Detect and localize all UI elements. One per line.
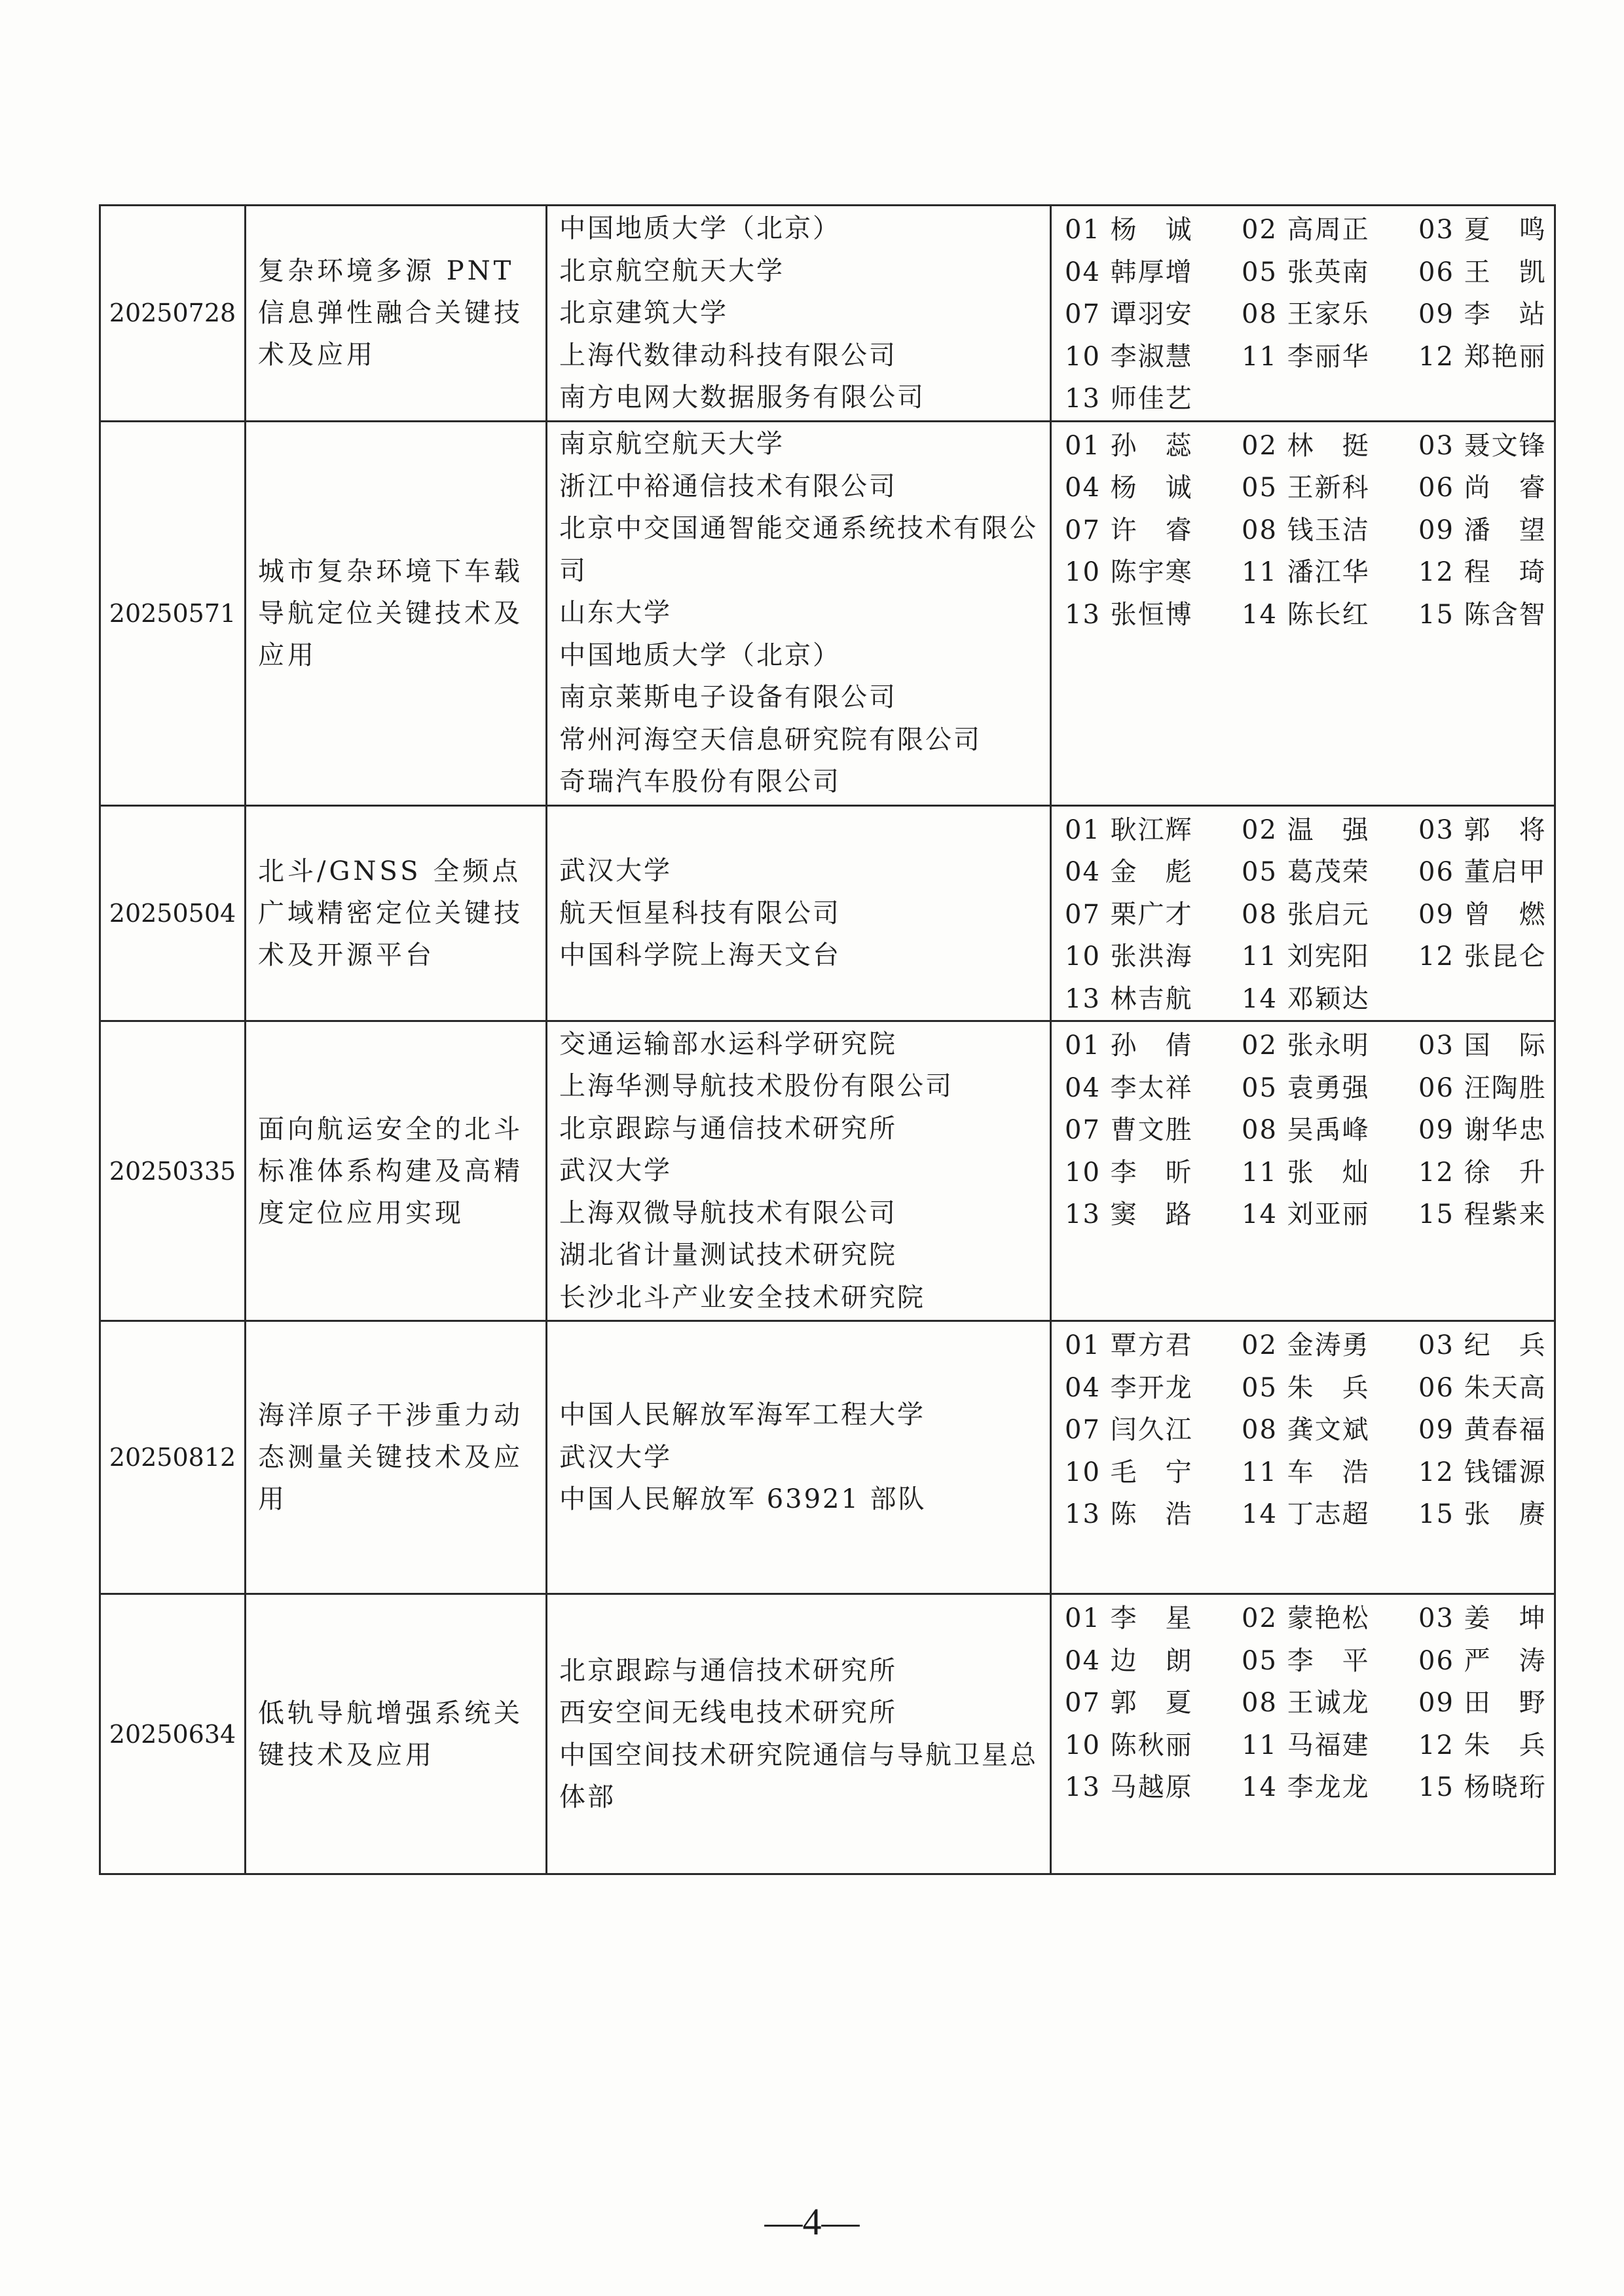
organization: 湖北省计量测试技术研究院 bbox=[559, 1240, 897, 1271]
member-name: 09 谢华忠 bbox=[1418, 1115, 1547, 1145]
project-id: 20250504 bbox=[100, 805, 246, 1021]
member-name: 10 毛 宁 bbox=[1065, 1457, 1193, 1487]
member-name: 08 王家乐 bbox=[1242, 299, 1370, 329]
member-name: 03 国 际 bbox=[1418, 1030, 1547, 1061]
member-name: 12 张昆仑 bbox=[1418, 941, 1547, 972]
organization: 中国人民解放军海军工程大学 bbox=[559, 1400, 925, 1430]
member-name: 04 韩厚增 bbox=[1065, 257, 1193, 287]
organization: 北京跟踪与通信技术研究所 bbox=[559, 1113, 897, 1144]
member-name: 05 袁勇强 bbox=[1242, 1072, 1370, 1103]
organization: 中国空间技术研究院通信与导航卫星总体部 bbox=[559, 1740, 1038, 1812]
member-name: 12 郑艳丽 bbox=[1418, 341, 1547, 372]
organizations-cell bbox=[547, 206, 1051, 422]
member-name: 07 郭 夏 bbox=[1065, 1688, 1193, 1718]
member-name: 02 温 强 bbox=[1242, 814, 1370, 845]
member-name: 07 许 睿 bbox=[1065, 515, 1193, 545]
member-name: 01 孙 倩 bbox=[1065, 1030, 1193, 1061]
members-cell bbox=[1051, 1321, 1555, 1594]
member-name: 11 张 灿 bbox=[1242, 1157, 1370, 1188]
member-name: 06 汪陶胜 bbox=[1418, 1072, 1547, 1103]
organization: 山东大学 bbox=[559, 598, 672, 629]
organizations-cell bbox=[547, 805, 1051, 1021]
member-name: 03 姜 坤 bbox=[1418, 1603, 1547, 1633]
member-name: 05 张英南 bbox=[1242, 257, 1370, 287]
table-row bbox=[100, 1321, 1555, 1594]
organization: 北京跟踪与通信技术研究所 bbox=[559, 1655, 897, 1686]
organization: 北京建筑大学 bbox=[559, 298, 728, 328]
member-name: 13 陈 浩 bbox=[1065, 1499, 1193, 1529]
organization: 武汉大学 bbox=[559, 1156, 672, 1186]
table-row bbox=[100, 421, 1555, 805]
member-name: 10 陈宇寒 bbox=[1065, 557, 1193, 587]
members-grid bbox=[1065, 209, 1547, 420]
member-name: 04 李开龙 bbox=[1065, 1372, 1193, 1403]
members-grid bbox=[1065, 1025, 1547, 1236]
organization: 南京莱斯电子设备有限公司 bbox=[559, 682, 897, 713]
member-name: 06 尚 睿 bbox=[1418, 473, 1547, 503]
member-name: 12 钱镭源 bbox=[1418, 1457, 1547, 1487]
member-name: 05 朱 兵 bbox=[1242, 1372, 1370, 1403]
organization: 武汉大学 bbox=[559, 856, 672, 886]
award-projects-table bbox=[99, 204, 1556, 1875]
member-name: 05 王新科 bbox=[1242, 473, 1370, 503]
member-name: 13 马越原 bbox=[1065, 1772, 1193, 1802]
organization: 北京中交国通智能交通系统技术有限公司 bbox=[559, 513, 1038, 586]
members-grid bbox=[1065, 425, 1547, 636]
member-name: 12 朱 兵 bbox=[1418, 1730, 1547, 1760]
member-name: 02 林 挺 bbox=[1242, 430, 1370, 461]
organization: 西安空间无线电技术研究所 bbox=[559, 1698, 897, 1728]
members-cell bbox=[1051, 805, 1555, 1021]
organization: 中国人民解放军 63921 部队 bbox=[559, 1484, 927, 1515]
members-cell bbox=[1051, 1594, 1555, 1874]
member-name: 06 朱天高 bbox=[1418, 1372, 1547, 1403]
member-name: 06 董启甲 bbox=[1418, 857, 1547, 887]
member-name: 09 田 野 bbox=[1418, 1688, 1547, 1718]
members-grid bbox=[1065, 809, 1547, 1021]
member-name: 08 张启元 bbox=[1242, 899, 1370, 930]
organization: 长沙北斗产业安全技术研究院 bbox=[559, 1282, 925, 1313]
member-name: 06 严 涛 bbox=[1418, 1645, 1547, 1676]
project-id: 20250571 bbox=[100, 421, 246, 805]
member-name: 04 杨 诚 bbox=[1065, 473, 1193, 503]
member-name: 15 张 赓 bbox=[1418, 1499, 1547, 1529]
member-name: 14 丁志超 bbox=[1242, 1499, 1370, 1529]
project-name: 低轨导航增强系统关键技术及应用 bbox=[246, 1594, 547, 1874]
member-name: 07 曹文胜 bbox=[1065, 1115, 1193, 1145]
project-name: 北斗/GNSS 全频点广域精密定位关键技术及开源平台 bbox=[246, 805, 547, 1021]
member-name: 04 金 彪 bbox=[1065, 857, 1193, 887]
project-name: 海洋原子干涉重力动态测量关键技术及应用 bbox=[246, 1321, 547, 1594]
organizations-cell bbox=[547, 1594, 1051, 1874]
member-name: 14 刘亚丽 bbox=[1242, 1199, 1370, 1230]
member-name: 01 杨 诚 bbox=[1065, 215, 1193, 245]
member-name: 01 耿江辉 bbox=[1065, 814, 1193, 845]
member-name: 02 高周正 bbox=[1242, 215, 1370, 245]
organization: 奇瑞汽车股份有限公司 bbox=[559, 767, 841, 797]
member-name: 03 郭 将 bbox=[1418, 814, 1547, 845]
organization: 中国地质大学（北京） bbox=[559, 640, 841, 670]
member-name: 10 李淑慧 bbox=[1065, 341, 1193, 372]
member-name: 07 闫久江 bbox=[1065, 1415, 1193, 1445]
members-cell bbox=[1051, 206, 1555, 422]
table-row bbox=[100, 206, 1555, 422]
organization: 上海代数律动科技有限公司 bbox=[559, 340, 897, 371]
project-name: 复杂环境多源 PNT 信息弹性融合关键技术及应用 bbox=[246, 206, 547, 422]
member-name: 05 李 平 bbox=[1242, 1645, 1370, 1676]
project-id: 20250812 bbox=[100, 1321, 246, 1594]
table-body bbox=[100, 206, 1555, 1874]
member-name: 01 覃方君 bbox=[1065, 1330, 1193, 1360]
organizations-cell bbox=[547, 1021, 1051, 1321]
members-grid bbox=[1065, 1324, 1547, 1536]
organization: 上海双微导航技术有限公司 bbox=[559, 1197, 897, 1228]
member-name: 15 程紫来 bbox=[1418, 1199, 1547, 1230]
organization: 武汉大学 bbox=[559, 1442, 672, 1472]
member-name: 13 张恒博 bbox=[1065, 599, 1193, 630]
member-name: 01 孙 蕊 bbox=[1065, 430, 1193, 461]
member-name: 03 聂文锋 bbox=[1418, 430, 1547, 461]
member-name: 14 陈长红 bbox=[1242, 599, 1370, 630]
project-name: 面向航运安全的北斗标准体系构建及高精度定位应用实现 bbox=[246, 1021, 547, 1321]
member-name: 14 邓颖达 bbox=[1242, 983, 1370, 1014]
organization: 浙江中裕通信技术有限公司 bbox=[559, 471, 897, 501]
member-name: 13 师佳艺 bbox=[1065, 384, 1193, 414]
member-name: 10 张洪海 bbox=[1065, 941, 1193, 972]
member-name: 09 潘 望 bbox=[1418, 515, 1547, 545]
member-name: 14 李龙龙 bbox=[1242, 1772, 1370, 1802]
member-name: 12 程 琦 bbox=[1418, 557, 1547, 587]
table-row bbox=[100, 1594, 1555, 1874]
member-name: 11 李丽华 bbox=[1242, 341, 1370, 372]
member-name: 02 张永明 bbox=[1242, 1030, 1370, 1061]
member-name: 08 龚文斌 bbox=[1242, 1415, 1370, 1445]
member-name: 07 栗广才 bbox=[1065, 899, 1193, 930]
member-name: 11 潘江华 bbox=[1242, 557, 1370, 587]
member-name: 03 夏 鸣 bbox=[1418, 215, 1547, 245]
project-id: 20250335 bbox=[100, 1021, 246, 1321]
member-name: 11 马福建 bbox=[1242, 1730, 1370, 1760]
organization: 南方电网大数据服务有限公司 bbox=[559, 382, 925, 412]
members-grid bbox=[1065, 1597, 1547, 1809]
organization: 南京航空航天大学 bbox=[559, 429, 784, 460]
organizations-cell bbox=[547, 1321, 1051, 1594]
member-name: 15 杨晓珩 bbox=[1418, 1772, 1547, 1802]
member-name: 04 边 朗 bbox=[1065, 1645, 1193, 1676]
organization: 上海华测导航技术股份有限公司 bbox=[559, 1071, 953, 1102]
project-name: 城市复杂环境下车载导航定位关键技术及应用 bbox=[246, 421, 547, 805]
member-name: 09 黄春福 bbox=[1418, 1415, 1547, 1445]
member-name: 04 李太祥 bbox=[1065, 1072, 1193, 1103]
member-name: 13 窦 路 bbox=[1065, 1199, 1193, 1230]
organization: 交通运输部水运科学研究院 bbox=[559, 1029, 897, 1059]
member-name: 08 吴禹峰 bbox=[1242, 1115, 1370, 1145]
member-name: 03 纪 兵 bbox=[1418, 1330, 1547, 1360]
member-name: 05 葛茂荣 bbox=[1242, 857, 1370, 887]
organization: 航天恒星科技有限公司 bbox=[559, 898, 841, 928]
member-name: 12 徐 升 bbox=[1418, 1157, 1547, 1188]
member-name: 10 陈秋丽 bbox=[1065, 1730, 1193, 1760]
member-name: 06 王 凯 bbox=[1418, 257, 1547, 287]
member-name: 11 车 浩 bbox=[1242, 1457, 1370, 1487]
member-name: 07 谭羽安 bbox=[1065, 299, 1193, 329]
member-name: 09 李 站 bbox=[1418, 299, 1547, 329]
members-cell bbox=[1051, 1021, 1555, 1321]
organization: 中国地质大学（北京） bbox=[559, 213, 841, 244]
member-name: 10 李 昕 bbox=[1065, 1157, 1193, 1188]
organization: 中国科学院上海天文台 bbox=[559, 940, 841, 970]
member-name: 13 林吉航 bbox=[1065, 983, 1193, 1014]
page-number: —4— bbox=[764, 2200, 860, 2243]
project-id: 20250634 bbox=[100, 1594, 246, 1874]
table-row bbox=[100, 1021, 1555, 1321]
member-name: 09 曾 燃 bbox=[1418, 899, 1547, 930]
member-name: 02 金涛勇 bbox=[1242, 1330, 1370, 1360]
organization: 北京航空航天大学 bbox=[559, 255, 784, 286]
member-name: 15 陈含智 bbox=[1418, 599, 1547, 630]
member-name: 08 王诚龙 bbox=[1242, 1688, 1370, 1718]
member-name: 08 钱玉洁 bbox=[1242, 515, 1370, 545]
organization: 常州河海空天信息研究院有限公司 bbox=[559, 724, 982, 755]
members-cell bbox=[1051, 421, 1555, 805]
organizations-cell bbox=[547, 421, 1051, 805]
member-name: 02 蒙艳松 bbox=[1242, 1603, 1370, 1633]
member-name: 01 李 星 bbox=[1065, 1603, 1193, 1633]
project-id: 20250728 bbox=[100, 206, 246, 422]
table-row bbox=[100, 805, 1555, 1021]
member-name: 11 刘宪阳 bbox=[1242, 941, 1370, 972]
